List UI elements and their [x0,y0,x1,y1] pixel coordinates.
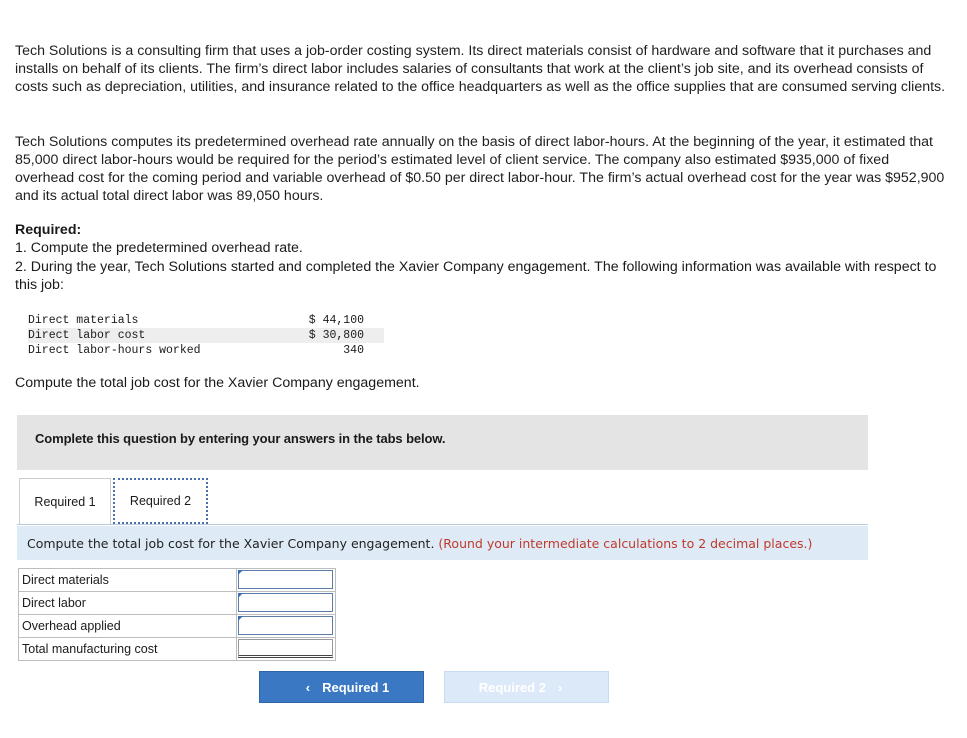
question-prompt-text: Compute the total job cost for the Xavier Company engagement. [27,536,435,551]
job-info-value: $ 30,800 [308,329,364,342]
compute-instruction: Compute the total job cost for the Xavier Company engagement. [15,375,420,391]
job-info-label: Direct labor cost [28,329,146,342]
required-item-1: 1. Compute the predetermined overhead rate. [15,240,303,256]
problem-paragraph-2: Tech Solutions computes its predetermined overhead rate annually on the basis of direct labor-hours. At the beginning of the year, it estimated that 85,000 direct labor-hours would be required for the period’s estimated level of client service. The company also estimated $935,000 of fixed overhead cost for the coming period and variable overhead of $0.50 per direct labor-hour. The firm’s actual overhead cost for the year was $952,900 and its actual total direct labor was 89,050 hours. [15,134,945,204]
tab-required-2[interactable]: Required 2 [113,478,208,524]
rounding-note: (Round your intermediate calculations to 2 decimal places.) [438,536,813,551]
total-manufacturing-cost-input[interactable] [238,639,333,658]
input-flag-icon [238,570,243,575]
table-row [19,592,336,615]
answer-label-overhead-applied: Overhead applied [19,615,237,638]
answer-label-direct-labor: Direct labor [19,592,237,615]
job-info-table [28,313,384,358]
chevron-left-icon: ‹ [305,679,311,695]
table-row [19,569,336,592]
prev-button-label: Required 1 [322,679,390,695]
next-required-2-button[interactable] [444,671,609,703]
question-prompt [27,536,812,551]
instructions-box [17,415,868,470]
answer-label-direct-materials: Direct materials [19,569,237,592]
overhead-applied-input[interactable] [238,616,333,635]
job-info-label: Direct materials [28,314,139,327]
direct-materials-input[interactable] [238,570,333,589]
question-prompt-bar [17,526,868,560]
job-info-value: 340 [343,344,364,357]
instructions-text: Complete this question by entering your answers in the tabs below. [35,431,446,446]
problem-paragraph-1: Tech Solutions is a consulting firm that uses a job-order costing system. Its direct materials consist of hardware and software that it purchases and installs on behalf of its clients. The firm’s direct labor includes salaries of consultants that work at the client’s job site, and its overhead consists of costs such as depreciation, utilities, and insurance related to the office headquarters as well as the office supplies that are consumed serving clients. [15,43,946,95]
job-info-row [28,343,384,358]
input-flag-icon [238,616,243,621]
chevron-right-icon: › [557,679,563,695]
input-flag-icon [238,593,243,598]
job-info-value: $ 44,100 [308,314,364,327]
direct-labor-input[interactable] [238,593,333,612]
tab-required-1[interactable]: Required 1 [19,478,111,524]
next-button-label: Required 2 [478,679,546,695]
job-info-row [28,313,384,328]
prev-required-1-button[interactable] [259,671,424,703]
answer-table [18,568,336,661]
required-item-2: 2. During the year, Tech Solutions started and completed the Xavier Company engagement. The following information was available with respect to this job: [15,259,937,293]
table-row [19,638,336,661]
tab-divider [17,524,868,525]
job-info-label: Direct labor-hours worked [28,344,201,357]
job-info-row [28,328,384,343]
required-heading: Required: [15,222,82,238]
table-row [19,615,336,638]
answer-label-total-manufacturing-cost: Total manufacturing cost [19,638,237,661]
